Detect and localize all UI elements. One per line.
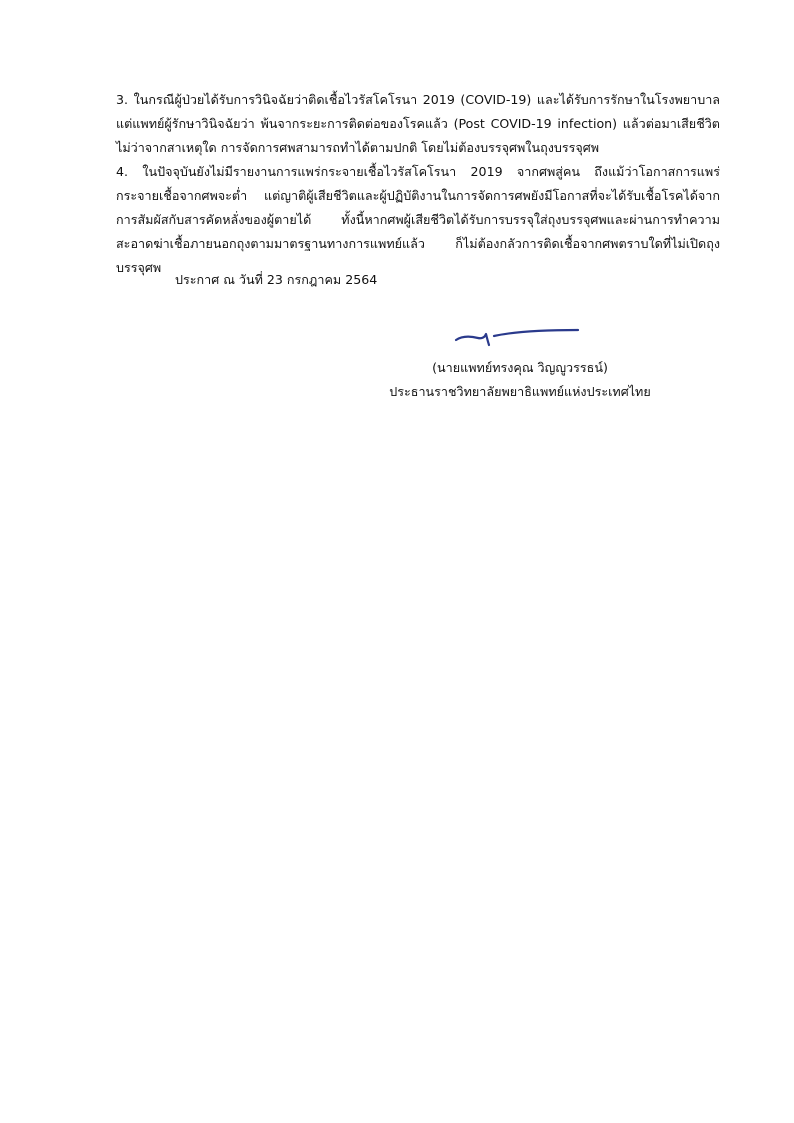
signature-stroke-2 [494, 330, 578, 336]
signer-name: (นายแพทย์ทรงคุณ วิญญูวรรธน์) [432, 360, 608, 375]
handwritten-signature [452, 322, 582, 350]
signer-title: ประธานราชวิทยาลัยพยาธิแพทย์แห่งประเทศไทย [389, 384, 651, 399]
paragraph-3: 3. ในกรณีผู้ป่วยได้รับการวินิจฉัยว่าติดเชื้อไวรัสโคโรนา 2019 (COVID-19) และได้รับการรักษาในโรงพยาบาล แต่แพทย์ผู้รักษาวินิจฉัยว่า พ้นจากระยะการติดต่อของโรคแล้ว (Post COVID-19 infection) แล้วต่อมาเสียชีวิตไม่ว่าจากสาเหตุใด การจัดการศพสามารถทำได้ตามปกติ โดยไม่ต้องบรรจุศพในถุงบรรจุศพ [116, 92, 720, 155]
signature-stroke-1 [456, 334, 489, 345]
paragraph-4: 4. ในปัจจุบันยังไม่มีรายงานการแพร่กระจายเชื้อไวรัสโคโรนา 2019 จากศพสู่คน ถึงแม้ว่าโอกาสการแพร่กระจายเชื้อจากศพจะต่ำ แต่ญาติผู้เสียชีวิตและผู้ปฏิบัติงานในการจัดการศพยังมีโอกาสที่จะได้รับเชื้อโรคได้จากการสัมผัสกับสารคัดหลั่งของผู้ตายได้ ทั้งนี้หากศพผู้เสียชีวิตได้รับการบรรจุใส่ถุงบรรจุศพและผ่านการทำความสะอาดฆ่าเชื้อภายนอกถุงตามมาตรฐานทางการแพทย์แล้ว ก็ไม่ต้องกลัวการติดเชื้อจากศพตราบใดที่ไม่เปิดถุงบรรจุศพ [116, 164, 720, 275]
announcement-date: ประกาศ ณ วันที่ 23 กรกฎาคม 2564 [175, 272, 378, 287]
document-body [116, 88, 720, 280]
